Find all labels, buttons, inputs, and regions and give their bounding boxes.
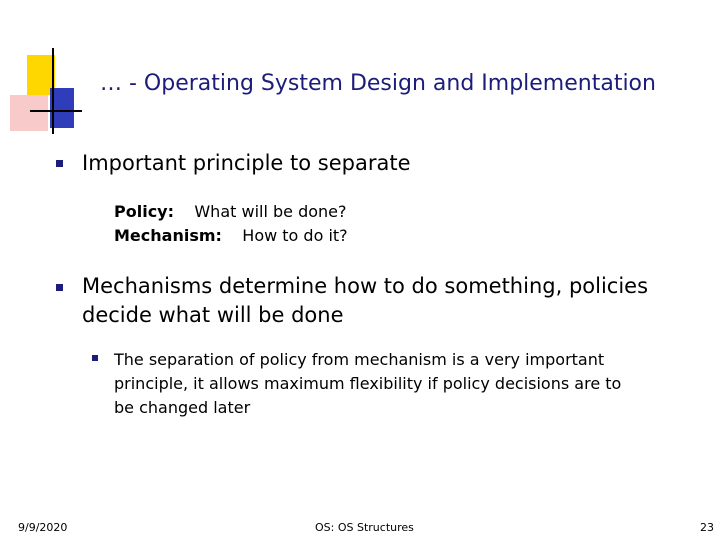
- logo-decoration: [0, 0, 100, 140]
- policy-text: What will be done?: [194, 202, 347, 221]
- sub-bullet-text: [114, 348, 684, 420]
- sub-bullet-line-2: principle, it allows maximum flexibility if policy decisions are to: [114, 374, 622, 393]
- slide-title: … - Operating System Design and Implementation: [100, 71, 656, 96]
- logo-vertical-line: [52, 48, 54, 134]
- mechanism-label: Mechanism:: [114, 226, 222, 245]
- footer-date: 9/9/2020: [18, 521, 68, 534]
- bullet-marker: [56, 160, 63, 167]
- sub-bullet-marker: [92, 355, 98, 361]
- policy-label: Policy:: [114, 202, 174, 221]
- policy-line: [114, 200, 348, 224]
- bullet-marker: [56, 284, 63, 291]
- sub-bullet-line-1: The separation of policy from mechanism is a very important: [114, 350, 605, 369]
- definitions-block: [114, 200, 348, 248]
- bullet-text-2b: decide what will be done: [82, 303, 344, 327]
- footer-course: OS: OS Structures: [315, 521, 414, 534]
- footer-page-number: 23: [700, 521, 714, 534]
- mechanism-text: How to do it?: [242, 226, 348, 245]
- logo-red-square: [10, 95, 48, 131]
- bullet-text-1: Important principle to separate: [82, 151, 411, 175]
- sub-bullet-line-3: be changed later: [114, 398, 251, 417]
- bullet-text-2a: Mechanisms determine how to do something, policies: [82, 274, 649, 298]
- mechanism-line: [114, 224, 348, 248]
- logo-horizontal-line: [30, 110, 82, 112]
